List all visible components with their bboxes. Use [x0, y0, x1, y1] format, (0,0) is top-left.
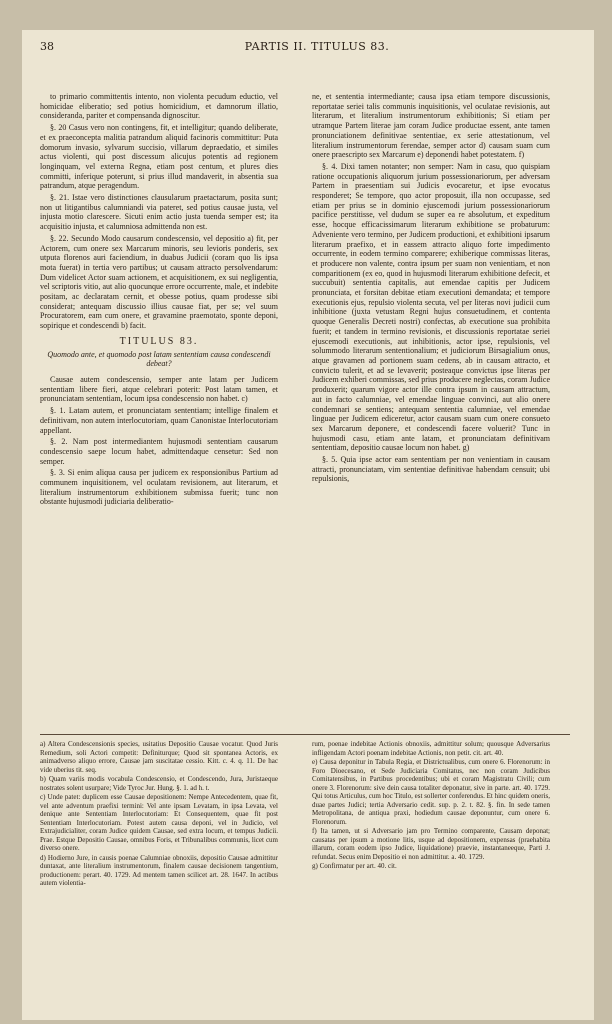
section-subtitle: Quomodo ante, et quomodo post latam sententiam causa condescendi debeat? [47, 349, 271, 369]
footnote: c) Unde patet: duplicem esse Causae depositionem: Nempe Antecedentem, quae fit, vel ante adventum praefixi termini: Vel ante ipsam Levatam, in ipsa Levata, vel denique ante Sententiam Interlocutoriam: Et Consequentem, quae fit post Sententiam Interlocutoriam. Potest autem causa deponi, vel in Judicio, vel Extrajudicialiter, coram Judice quidem Causae, sed extra locum, et tempus Judicii. Prae. Estque Depositio Causae, omnibus Foris, et Tribunalibus communis, licet cum diverso onere. [40, 793, 278, 852]
page-number: 38 [40, 40, 54, 53]
footnote: f) Ita tamen, ut si Adversario jam pro Termino comparente, Causam deponat; causatas per ipsum a motione litis, usque ad depositionem, expensas (praehabita illarum, coram eodem ipso Judice, liquidatione) praevie, instantaneeque, Parti J. refundat. Secus enim Depositio ei non admittitur. a. 40. 1729. [312, 827, 550, 861]
paragraph: to primario committentis intento, non violenta pecudum eductio, vel homicidae eliberatio; sed potius homicidium, et damnorum illatio, consideranda, pariter et compensanda dignoscitur. [40, 92, 278, 121]
footnotes-left [40, 740, 278, 889]
paragraph: §. 4. Dixi tamen notanter; non semper: Nam in casu, quo quispiam ratione occupationis aliquorum jurium possessionariorum, per adversam Partem in praesentiam sui Judicis evocaretur, et ipse evocatus responderet; Se tempore, quo actor proposuit, illa non occupasse, sed etiam per prius se in dominio ejuscemodi jurium possessionariorum pacifice perstitisse, vel dudum se super ea re absolutum, et expeditum esse, hocque efficacissimarum literarum exhibitione se probaturum: Adveniente vero termino, per Judicem productioni, et exhibitioni ipsarum literarum praefixo, et in eassem attracto aliquo forte impedimento occurrente, in eodem termino comparere; exhiberique commissas literas, et producere non valente, contra ipsum per suam non venientiam, et non comparitionem (ex eo, quod in hujusmodi literarum exhibitione defecit, et succubuit) sententia capitalis, aut emendae capitis per Judicem pronunciata, et forsitan debitae etiam executioni demandata; et tempore executionis ejus, repulsio violenta secuta, vel per literas novi judicii cum inhibitione (juxta vetustam Regni hujus consuetudinem, et contenta quoque Generalis Decreti nostri) confectas, ab executione sua prohibita fuerit; et tandem in termino revisionis, et discussionis reportatae seriei ejuscemodi executionis, aut inhibitionis, actor ipse, repulsionis, vel solummodo literarum sententionalium; et judiciorum Birsagialium onus, atque gravamen ad portionem suam cedens, ab in causam attracto, et convicto tulerit, et ad se levaverit; posteaque convictus ipse literas per Judicem exhiberi commissas, sed prius producere neglectas, coram Judice produxerit; quarum vigore actor ille contra ipsum in causam attractum, aut in facto calumniae, vel emendae linguae convinci, aut alio onere condemnari se sentiens; antequam sententia calumniae, vel emendae linguae per Judicem ediceretur, actor causam suam cum onere consueto sex Marcarum deponere, et condescendi facere voluerit? Tunc in hujusmodi casu, etiam ante latam, et pronunciatam definitivam sententiam, depositio causae locum non habet. g) [312, 161, 550, 453]
right-column [312, 92, 550, 486]
footnote: d) Hodierno Jure, in causis poenae Calumniae obnoxiis, depositio Causae admittitur duntaxat, ante literalium instrumentorum, finalem causae decisionem tangentium, productionem: perart. 40. 1729. Ad mentem tamen scilicet art. 28. 1647. In actibus autem violentia- [40, 853, 278, 887]
footnote: g) Confirmatur per art. 40. cit. [312, 862, 397, 870]
paragraph: §. 3. Si enim aliqua causa per judicem ex responsionibus Partium ad communem inquisitionem, vel oculatam revisionem, aut literarum, et literalium instrumentorum exhibitionem submissa fuerit; tunc non obstante hujusmodi judiciaria deliberatio- [40, 468, 278, 507]
footnote: rum, poenae indebitae Actionis obnoxiis, admittitur solum; quousque Adversarius infligendam Actori poenam indebitae Actionis, non petit. cit. art. 40. [312, 740, 550, 757]
paragraph: §. 22. Secundo Modo causarum condescensio, vel depositio a) fit, per Actorem, cum onere sex Marcarum minoris, seu levioris ponderis, sex utputa florenos auri faciendium, in duabus Judicii (coram quo lis ipsa mota fuerat) in tertia vero partibus; ut causam attracto persolvendarum: Dum videlicet Actor suam actionem, et acquisitionem, ex sui negligentia, vel scriptoris vitio, aut alio quocunque errore occurrente, male, et indebite positam, ac declaratam cernit, et obesse potius, quam prodesse sibi considerat; antequam discussio illius causae fiat, per se; vel suum Procuratorem, eam cum onere, et gravamine praemotato, sponte deponi, sopirique et condescendi b) facit. [40, 233, 278, 331]
paragraph: §. 2. Nam post intermediantem hujusmodi sententiam causarum condescensio saepe locum habet, admittendaque censetur: Sed non semper. [40, 437, 278, 466]
footnotes-right [312, 740, 550, 872]
paragraph: §. 20 Casus vero non contingens, fit, et intelligitur; quando deliberate, et ex praeconcepta malitia patrandum aliquid facinoris committitur: Puta domorum invasio, sylvarum succisio, villarum depraedatio, et similes actus violenti, qui post discessum alicujus potentis ad regionem longinquam, vel externa Regna, etiam post centum, et plures dies committi, inferique poterunt, si prius illud mandaverit, in absentia sua patrandum, atque peragendum. [40, 123, 278, 191]
running-title: PARTIS II. TITULUS 83. [244, 40, 390, 53]
paragraph: Causae autem condescensio, semper ante latam per Judicem sententiam libere fieri, atque celebrari poterit: Post latam tamen, et pronunciatam sententiam, locum ipsa condescensio non habet. c) [40, 374, 278, 404]
footnote: a) Altera Condescensionis species, usitatius Depositio Causae vocatur. Quod Juris Remedium, soli Actori competit: Definiturque; Quod sit spontanea Actoris, ex animadverso aliquo errore, Causae jam suscitatae cessio. Kitt. c. 4. q. 11. De hac vide uberius tit. seq. [40, 740, 278, 774]
paragraph: §. 1. Latam autem, et pronunciatam sententiam; intellige finalem et definitivam, non autem interlocutoriam, quam Canonistae Interlocutoriam appellant. [40, 406, 278, 435]
left-column [40, 92, 278, 509]
footnote: e) Causa deponitur in Tabula Regia, et Districtualibus, cum onere 6. Florenorum: in Foro Dioecesano, et Sede Judiciaria Comitatus, nec non coram Judicibus Comitatensibus, in Partibus procedentibus; ubi et coram Magistratu Civili; cum onere 3. Florenorum: sive dein causa totaliter deponatur, sive in parte. art. 40. 1729. Qui totus Articulus, cum hoc Titulo, est sollerter conferendus. Et hinc quidem oneris, duae partes Judici; tertia Adversario cedit. sup. p. 2. t. 82. §. fin. In sede tamen Metropolitana, de antiqua praxi, hodiedum causae deponuntur, cum onere 6. Florenorum. [312, 758, 550, 826]
paragraph: ne, et sententia intermediante; causa ipsa etiam tempore discussionis, reportatae seriei talis communis inquisitionis, vel oculatae revisionis, aut literarum, et literalium instrumentorum exhibitionis; Si etiam per utramque Partem literae jam coram Judice productae essent, ante tamen pronunciationem definitivae sententiae, ex serie attestationum, vel literalium instrumentorum ferendae, semper actor d) causam suam cum onere praescripto sex Marcarum e) deponendi habet potestatem. f) [312, 92, 550, 160]
section-title: TITULUS 83. [119, 335, 199, 347]
paragraph: §. 21. Istae vero distinctiones clausularum praetactarum, posita sunt; non ut litigantibus calumniandi via pateret, sed potius causae justa, vel injusta motio clarescere. Sicuti enim actio justa tuenda semper est; ita acquisitio injusta, et calumniosa admittenda non est. [40, 193, 278, 232]
footnote-divider [40, 734, 570, 735]
paragraph: §. 5. Quia ipse actor eam sententiam per non venientiam in causam attracti, pronunciatam, vim sententiae definitivae habendam censuit; ubi repulsionis, [312, 455, 550, 484]
footnote: b) Quam variis modis vocabula Condescensio, et Condescendo, Jura, Juristaeque nostrates solent usurpare; Vide Tyroc Jur. Hung. §. 1. ad h. t. [40, 775, 278, 792]
page-header [40, 40, 594, 60]
